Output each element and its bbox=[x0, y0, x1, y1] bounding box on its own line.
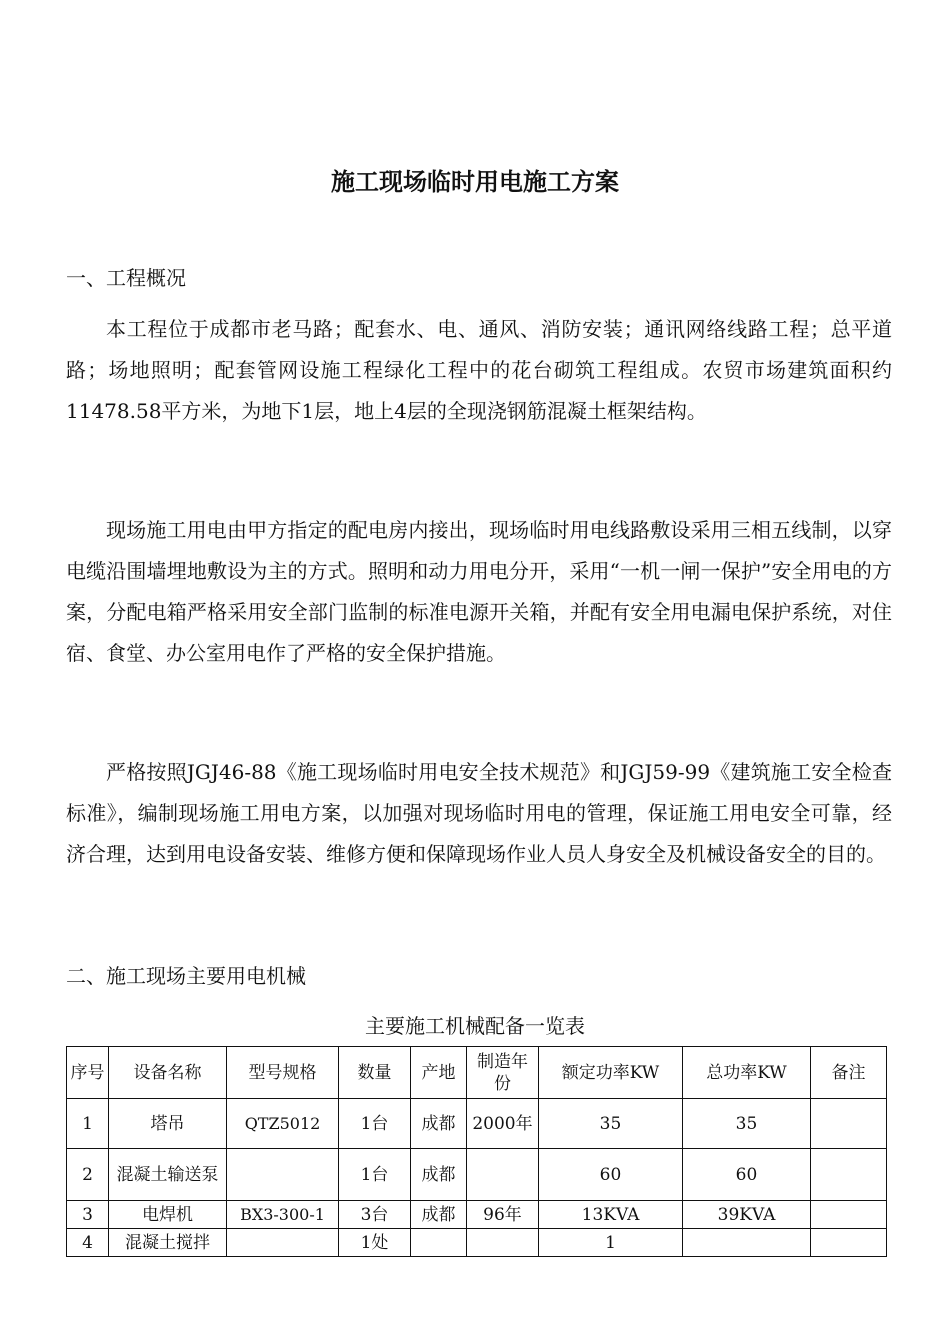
header-quantity: 数量 bbox=[339, 1047, 411, 1099]
cell-rated-power: 1 bbox=[539, 1229, 683, 1257]
table-row bbox=[67, 1229, 887, 1257]
cell-total-power: 39KVA bbox=[683, 1201, 811, 1229]
paragraph-project-location: 本工程位于成都市老马路；配套水、电、通风、消防安装；通讯网络线路工程；总平道路；场地照明；配套管网设施工程绿化工程中的花台砌筑工程组成。农贸市场建筑面积约11478.58平方米，为地下1层，地上4层的全现浇钢筋混凝土框架结构。 bbox=[66, 317, 892, 423]
cell-rated-power: 60 bbox=[539, 1149, 683, 1201]
document-title: 施工现场临时用电施工方案 bbox=[331, 168, 619, 196]
header-origin: 产地 bbox=[411, 1047, 467, 1099]
cell-year: 2000年 bbox=[467, 1099, 539, 1149]
cell-quantity: 1处 bbox=[339, 1229, 411, 1257]
section-heading-overview: 一、工程概况 bbox=[66, 266, 186, 290]
paragraph-standards: 严格按照JGJ46-88《施工现场临时用电安全技术规范》和JGJ59-99《建筑施工安全检查标准》，编制现场施工用电方案，以加强对现场临时用电的管理，保证施工用电安全可靠，经济合理，达到用电设备安装、维修方便和保障现场作业人员人身安全及机械设备安全的目的。 bbox=[66, 760, 892, 866]
paragraph-power-supply: 现场施工用电由甲方指定的配电房内接出，现场临时用电线路敷设采用三相五线制，以穿电缆沿围墙埋地敷设为主的方式。照明和动力用电分开，采用“一机一闸一保护”安全用电的方案，分配电箱严格采用安全部门监制的标准电源开关箱，并配有安全用电漏电保护系统，对住宿、食堂、办公室用电作了严格的安全保护措施。 bbox=[66, 518, 892, 665]
cell-model: BX3-300-1 bbox=[227, 1201, 339, 1229]
cell-index: 1 bbox=[67, 1099, 109, 1149]
table-row bbox=[67, 1099, 887, 1149]
cell-quantity: 1台 bbox=[339, 1099, 411, 1149]
equipment-table bbox=[66, 1046, 887, 1257]
cell-total-power: 60 bbox=[683, 1149, 811, 1201]
cell-remarks bbox=[811, 1149, 887, 1201]
cell-equipment-name: 电焊机 bbox=[109, 1201, 227, 1229]
cell-year: 96年 bbox=[467, 1201, 539, 1229]
cell-total-power bbox=[683, 1229, 811, 1257]
cell-origin: 成都 bbox=[411, 1099, 467, 1149]
table-header-row bbox=[67, 1047, 887, 1099]
header-total-power: 总功率KW bbox=[683, 1047, 811, 1099]
cell-origin bbox=[411, 1229, 467, 1257]
cell-model bbox=[227, 1229, 339, 1257]
cell-index: 4 bbox=[67, 1229, 109, 1257]
header-equipment-name: 设备名称 bbox=[109, 1047, 227, 1099]
cell-origin: 成都 bbox=[411, 1201, 467, 1229]
cell-remarks bbox=[811, 1229, 887, 1257]
cell-equipment-name: 混凝土搅拌 bbox=[109, 1229, 227, 1257]
section-heading-machinery: 二、施工现场主要用电机械 bbox=[66, 964, 306, 988]
header-year: 制造年份 bbox=[467, 1047, 539, 1099]
header-remarks: 备注 bbox=[811, 1047, 887, 1099]
cell-model bbox=[227, 1149, 339, 1201]
cell-equipment-name: 塔吊 bbox=[109, 1099, 227, 1149]
cell-quantity: 3台 bbox=[339, 1201, 411, 1229]
cell-index: 3 bbox=[67, 1201, 109, 1229]
cell-equipment-name: 混凝土输送泵 bbox=[109, 1149, 227, 1201]
cell-quantity: 1台 bbox=[339, 1149, 411, 1201]
header-rated-power: 额定功率KW bbox=[539, 1047, 683, 1099]
table-caption: 主要施工机械配备一览表 bbox=[365, 1014, 585, 1038]
cell-index: 2 bbox=[67, 1149, 109, 1201]
cell-year bbox=[467, 1149, 539, 1201]
table-row bbox=[67, 1149, 887, 1201]
cell-remarks bbox=[811, 1201, 887, 1229]
cell-remarks bbox=[811, 1099, 887, 1149]
cell-rated-power: 13KVA bbox=[539, 1201, 683, 1229]
cell-year bbox=[467, 1229, 539, 1257]
cell-total-power: 35 bbox=[683, 1099, 811, 1149]
table-row bbox=[67, 1201, 887, 1229]
cell-model: QTZ5012 bbox=[227, 1099, 339, 1149]
header-index: 序号 bbox=[67, 1047, 109, 1099]
cell-rated-power: 35 bbox=[539, 1099, 683, 1149]
header-model: 型号规格 bbox=[227, 1047, 339, 1099]
cell-origin: 成都 bbox=[411, 1149, 467, 1201]
